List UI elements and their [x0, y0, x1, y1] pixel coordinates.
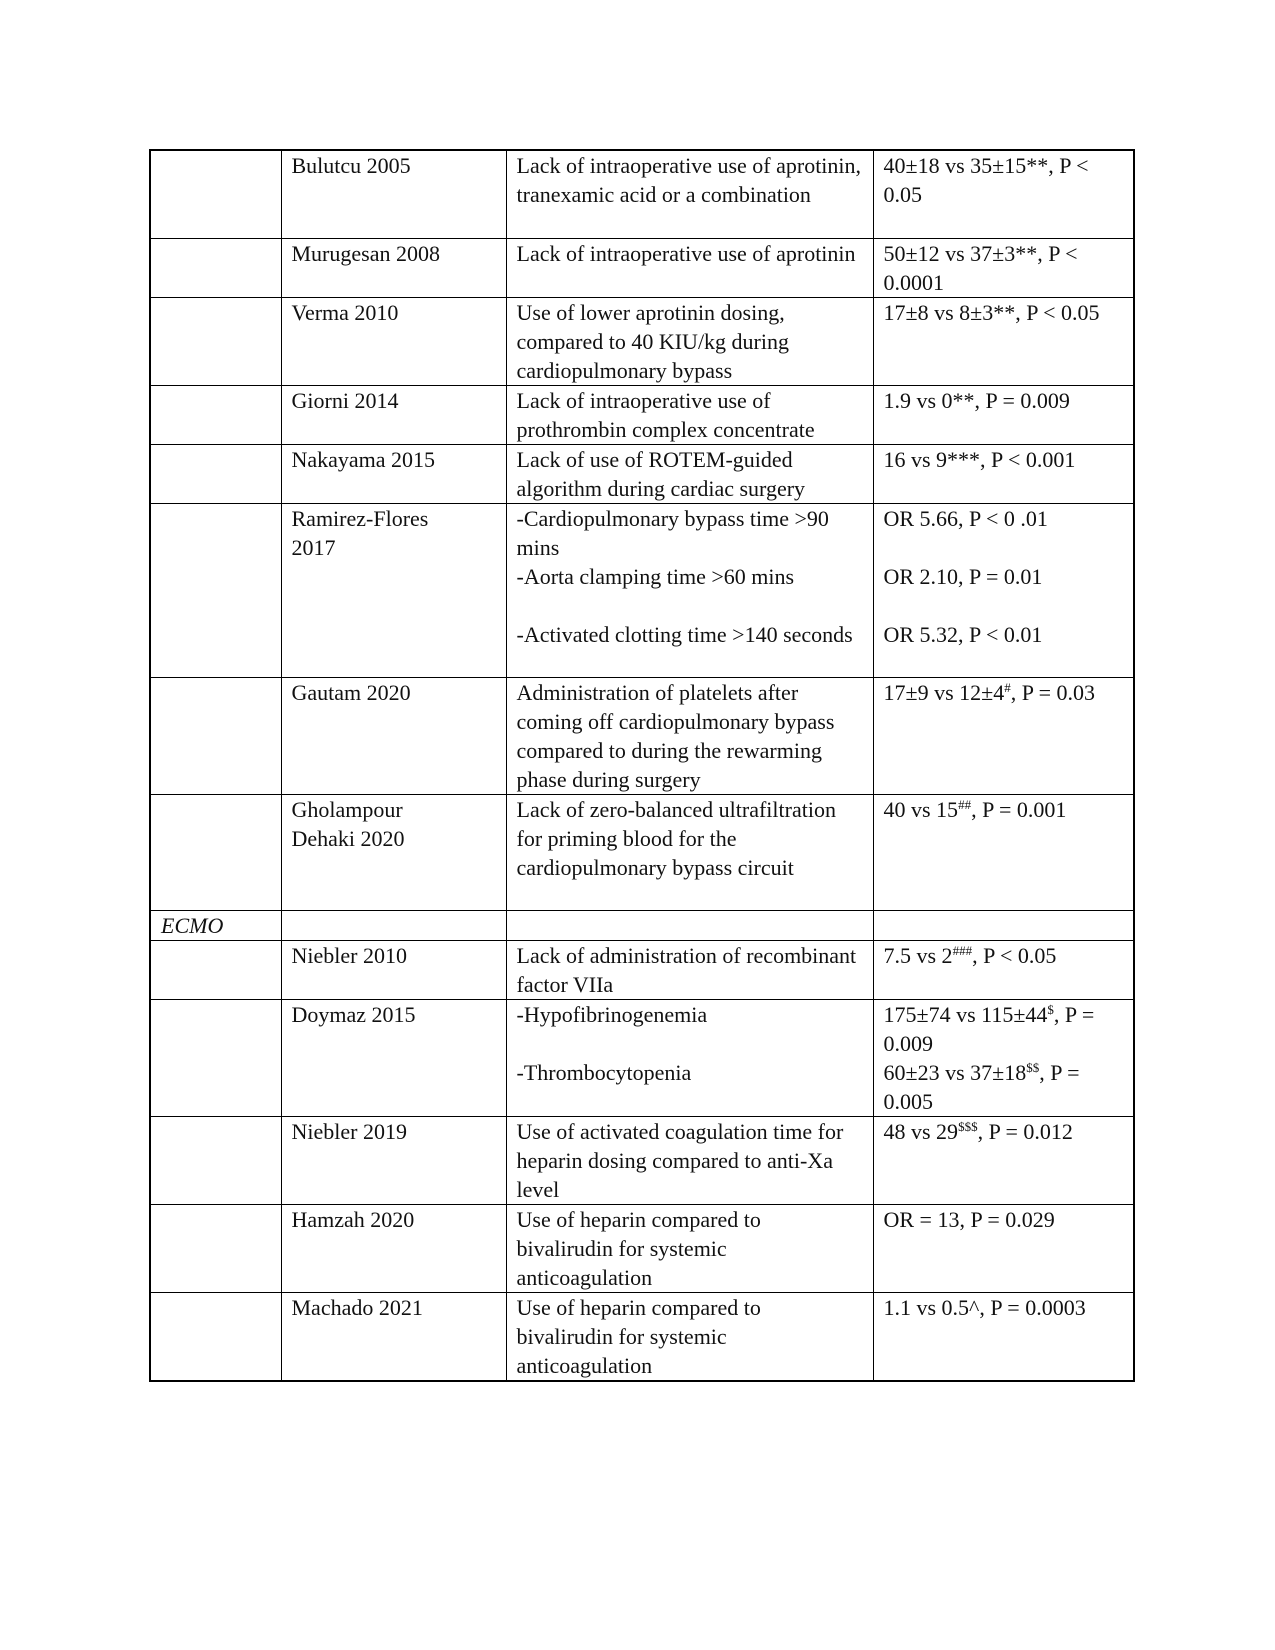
- study-cell: [281, 1116, 506, 1204]
- study-name: Dehaki 2020: [291, 825, 405, 851]
- study-name: Verma 2010: [291, 299, 399, 325]
- study-name: 2017: [291, 534, 336, 560]
- result-cell: [873, 297, 1134, 385]
- footnote-marker: ###: [952, 942, 973, 958]
- intervention-cell: [506, 238, 873, 297]
- result-value: 48 vs 29: [883, 1118, 959, 1144]
- result-text: [884, 678, 1124, 707]
- intervention-cell: [506, 910, 873, 940]
- table-row: [150, 238, 1134, 297]
- category-cell: [150, 238, 281, 297]
- result-value: OR 5.66, P < 0 .01: [883, 505, 1048, 531]
- result-text: [884, 1205, 1124, 1234]
- intervention-cell: [506, 1204, 873, 1292]
- intervention-text: Administration of platelets after coming off cardiopulmonary bypass compared to during the rewarming phase during surgery: [516, 679, 840, 792]
- category-cell: [150, 385, 281, 444]
- study-cell: [281, 999, 506, 1116]
- result-value: 50±12 vs 37±3**, P < 0.0001: [883, 240, 1084, 295]
- result-value: OR = 13, P = 0.029: [883, 1206, 1055, 1232]
- intervention-cell: [506, 385, 873, 444]
- footnote-marker: $: [1047, 1001, 1054, 1017]
- result-cell: [873, 910, 1134, 940]
- study-name: Murugesan 2008: [291, 240, 440, 266]
- intervention-text: Lack of intraoperative use of aprotinin, tranexamic acid or a combination: [516, 153, 867, 207]
- intervention-cell: [506, 503, 873, 677]
- intervention-text: Use of heparin compared to bivalirudin for systemic anticoagulation: [516, 1294, 767, 1378]
- table-row: [150, 940, 1134, 999]
- table-body: [150, 150, 1134, 1381]
- result-text: [884, 386, 1124, 415]
- intervention-text: Use of activated coagulation time for heparin dosing compared to anti-Xa level: [516, 1118, 849, 1202]
- intervention-cell: [506, 940, 873, 999]
- intervention-cell: [506, 677, 873, 794]
- table-row: [150, 503, 1134, 677]
- result-text: [884, 533, 1124, 562]
- result-value: 1.9 vs 0**, P = 0.009: [883, 387, 1070, 413]
- intervention-text: Lack of zero-balanced ultrafiltration for priming blood for the cardiopulmonary bypass circuit: [516, 796, 842, 880]
- result-cell: [873, 1204, 1134, 1292]
- category-cell: [150, 677, 281, 794]
- intervention-cell: [506, 999, 873, 1116]
- result-value: 17±8 vs 8±3**, P < 0.05: [883, 299, 1100, 325]
- study-name: Machado 2021: [291, 1294, 423, 1320]
- intervention-cell: [506, 794, 873, 910]
- study-cell: [281, 677, 506, 794]
- result-text: [884, 1058, 1124, 1116]
- result-text: [884, 151, 1124, 209]
- result-cell: [873, 794, 1134, 910]
- result-text: [884, 620, 1124, 649]
- study-name: Niebler 2010: [291, 942, 407, 968]
- study-name: Bulutcu 2005: [291, 153, 411, 178]
- result-cell: [873, 385, 1134, 444]
- intervention-cell: [506, 150, 873, 238]
- result-text: [884, 591, 1124, 620]
- study-name: Nakayama 2015: [291, 446, 436, 472]
- study-cell: [281, 1204, 506, 1292]
- category-cell: [150, 940, 281, 999]
- result-pvalue: , P = 0.001: [971, 796, 1067, 822]
- result-cell: [873, 940, 1134, 999]
- study-cell: [281, 444, 506, 503]
- category-cell: [150, 503, 281, 677]
- study-cell: [281, 1292, 506, 1381]
- result-value: 17±9 vs 12±4: [883, 679, 1005, 705]
- intervention-text: [517, 591, 863, 620]
- table-row: [150, 297, 1134, 385]
- intervention-text: [517, 911, 863, 940]
- result-cell: [873, 999, 1134, 1116]
- intervention-text: -Activated clotting time >140 seconds: [516, 621, 853, 647]
- result-text: [884, 445, 1124, 474]
- category-cell: [150, 1292, 281, 1381]
- result-value: OR 2.10, P = 0.01: [883, 563, 1043, 589]
- category-cell: [150, 999, 281, 1116]
- study-cell: [281, 794, 506, 910]
- result-text: [884, 941, 1124, 970]
- category-cell: [150, 297, 281, 385]
- intervention-text: Use of lower aprotinin dosing, compared to 40 KIU/kg during cardiopulmonary bypass: [516, 299, 795, 383]
- footnote-marker: ##: [958, 796, 972, 812]
- result-cell: [873, 238, 1134, 297]
- intervention-text: -Thrombocytopenia: [516, 1059, 692, 1085]
- intervention-text: Lack of intraoperative use of aprotinin: [516, 240, 856, 266]
- table-row: [150, 1204, 1134, 1292]
- intervention-text: Lack of use of ROTEM-guided algorithm during cardiac surgery: [516, 446, 806, 501]
- result-cell: [873, 1292, 1134, 1381]
- result-value: 16 vs 9***, P < 0.001: [883, 446, 1076, 472]
- table-row: [150, 1292, 1134, 1381]
- intervention-text: -Aorta clamping time >60 mins: [516, 563, 795, 589]
- result-cell: [873, 444, 1134, 503]
- study-cell: [281, 385, 506, 444]
- category-cell: [150, 1204, 281, 1292]
- study-name: Ramirez-Flores: [291, 505, 429, 531]
- study-name: Hamzah 2020: [291, 1206, 415, 1232]
- study-cell: [281, 910, 506, 940]
- result-pvalue: , P = 0.012: [977, 1118, 1073, 1144]
- intervention-cell: [506, 1116, 873, 1204]
- result-text: [884, 504, 1124, 533]
- study-cell: [281, 297, 506, 385]
- category-cell: [150, 1116, 281, 1204]
- category-cell: [150, 150, 281, 238]
- result-text: [884, 1000, 1124, 1058]
- category-cell: ECMO: [150, 910, 281, 940]
- result-text: [884, 1117, 1124, 1146]
- result-cell: [873, 503, 1134, 677]
- study-name: Giorni 2014: [291, 387, 399, 413]
- study-cell: [281, 238, 506, 297]
- studies-table: [149, 149, 1135, 1382]
- table-row: [150, 794, 1134, 910]
- result-pvalue: , P = 0.009: [883, 1001, 1100, 1056]
- result-cell: [873, 1116, 1134, 1204]
- result-pvalue: , P < 0.05: [972, 942, 1057, 968]
- study-cell: [281, 940, 506, 999]
- result-value: 1.1 vs 0.5^, P = 0.0003: [883, 1294, 1086, 1320]
- intervention-text: Lack of intraoperative use of prothrombin complex concentrate: [516, 387, 815, 442]
- result-pvalue: , P = 0.005: [883, 1059, 1086, 1114]
- study-name: Gautam 2020: [291, 679, 411, 705]
- category-cell: [150, 794, 281, 910]
- study-name: Gholampour: [291, 796, 403, 822]
- footnote-marker: $$: [1026, 1059, 1040, 1075]
- table-row: [150, 150, 1134, 238]
- result-text: [884, 1293, 1124, 1322]
- result-pvalue: , P = 0.03: [1010, 679, 1096, 705]
- result-text: [884, 562, 1124, 591]
- result-text: [884, 298, 1124, 327]
- table-row: [150, 910, 1134, 940]
- table-row: [150, 999, 1134, 1116]
- intervention-cell: [506, 1292, 873, 1381]
- study-cell: [281, 150, 506, 238]
- result-text: [884, 239, 1124, 297]
- intervention-text: [517, 1029, 863, 1058]
- result-value: 40 vs 15: [883, 796, 959, 822]
- intervention-text: -Cardiopulmonary bypass time >90 mins: [516, 505, 835, 560]
- intervention-text: Use of heparin compared to bivalirudin for systemic anticoagulation: [516, 1206, 767, 1290]
- result-value: 60±23 vs 37±18: [883, 1059, 1027, 1085]
- study-cell: [281, 503, 506, 677]
- table-row: [150, 1116, 1134, 1204]
- intervention-cell: [506, 297, 873, 385]
- result-cell: [873, 677, 1134, 794]
- footnote-marker: $$$: [958, 1118, 978, 1134]
- result-text: [884, 795, 1124, 824]
- intervention-text: Lack of administration of recombinant factor VIIa: [516, 942, 862, 997]
- result-text: [884, 911, 1124, 940]
- study-name: Doymaz 2015: [291, 1001, 416, 1027]
- result-value: OR 5.32, P < 0.01: [883, 621, 1043, 647]
- result-value: 175±74 vs 115±44: [883, 1001, 1048, 1027]
- intervention-text: -Hypofibrinogenemia: [516, 1001, 708, 1027]
- result-cell: [873, 150, 1134, 238]
- category-cell: [150, 444, 281, 503]
- table-row: [150, 385, 1134, 444]
- table-row: [150, 444, 1134, 503]
- result-value: 40±18 vs 35±15**, P < 0.05: [883, 153, 1095, 207]
- study-name: Niebler 2019: [291, 1118, 407, 1144]
- result-value: 7.5 vs 2: [883, 942, 953, 968]
- table-row: [150, 677, 1134, 794]
- footnote-marker: #: [1004, 679, 1011, 695]
- intervention-cell: [506, 444, 873, 503]
